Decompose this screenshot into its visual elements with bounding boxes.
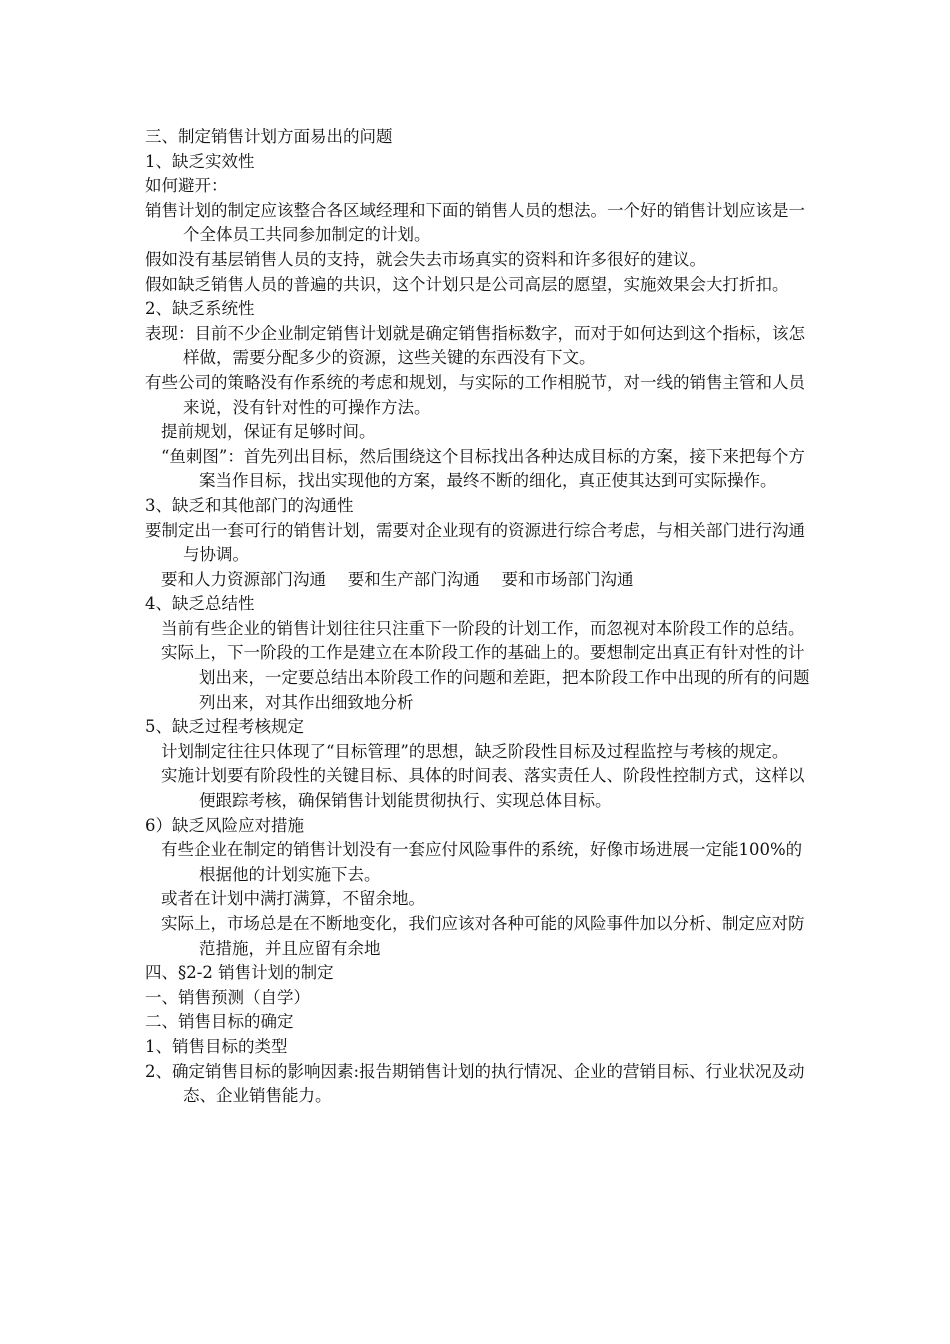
paragraph: 提前规划，保证有足够时间。 [161, 422, 376, 442]
paragraph: 有些公司的策略没有作系统的考虑和规划，与实际的工作相脱节，对一线的销售主管和人员来说，没有针对性的可操作方法。 [145, 372, 805, 417]
paragraph: 实际上，下一阶段的工作是建立在本阶段工作的基础上的。要想制定出真正有针对性的计划出来，一定要总结出本阶段工作的问题和差距，把本阶段工作中出现的所有的问题列出来，对其作出细致地分析 [161, 643, 810, 712]
paragraph: 如何避开： [145, 176, 228, 196]
paragraph: 2、确定销售目标的影响因素:报告期销售计划的执行情况、企业的营销目标、行业状况及动态、企业销售能力。 [145, 1061, 805, 1106]
paragraph: 要和人力资源部门沟通 要和生产部门沟通 要和市场部门沟通 [161, 569, 634, 589]
paragraph: 假如缺乏销售人员的普遍的共识，这个计划只是公司高层的愿望，实施效果会大打折扣。 [145, 274, 789, 294]
subsection-heading: 二、销售目标的确定 [145, 1012, 294, 1032]
paragraph: 销售计划的制定应该整合各区域经理和下面的销售人员的想法。一个好的销售计划应该是一个全体员工共同参加制定的计划。 [145, 200, 805, 245]
section-heading: 四、§2-2 销售计划的制定 [145, 963, 334, 983]
paragraph: 要制定出一套可行的销售计划，需要对企业现有的资源进行综合考虑，与相关部门进行沟通与协调。 [145, 520, 805, 565]
subsection-heading: 一、销售预测（自学） [145, 987, 310, 1007]
section-heading: 三、制定销售计划方面易出的问题 [145, 127, 393, 146]
subsection-heading: 1、缺乏实效性 [145, 151, 255, 171]
subsection-heading: 3、缺乏和其他部门的沟通性 [145, 495, 354, 515]
paragraph: 表现：目前不少企业制定销售计划就是确定销售指标数字，而对于如何达到这个指标，该怎样做，需要分配多少的资源，这些关键的东西没有下文。 [145, 323, 805, 368]
paragraph: “鱼刺图”：首先列出目标，然后围绕这个目标找出各种达成目标的方案，接下来把每个方案当作目标，找出实现他的方案，最终不断的细化，真正使其达到可实际操作。 [161, 446, 805, 491]
paragraph: 当前有些企业的销售计划往往只注重下一阶段的计划工作，而忽视对本阶段工作的总结。 [161, 618, 805, 638]
subsection-heading: 2、缺乏系统性 [145, 299, 255, 319]
paragraph: 假如没有基层销售人员的支持，就会失去市场真实的资料和许多很好的建议。 [145, 249, 706, 269]
subsection-heading: 5、缺乏过程考核规定 [145, 717, 304, 737]
paragraph: 计划制定往往只体现了“目标管理”的思想，缺乏阶段性目标及过程监控与考核的规定。 [161, 741, 789, 761]
paragraph: 有些企业在制定的销售计划没有一套应付风险事件的系统，好像市场进展一定能100%的根据他的计划实施下去。 [161, 840, 803, 884]
paragraph: 实施计划要有阶段性的关键目标、具体的时间表、落实责任人、阶段性控制方式，这样以便跟踪考核，确保销售计划能贯彻执行、实现总体目标。 [161, 766, 805, 811]
subsection-heading: 1、销售目标的类型 [145, 1036, 288, 1056]
subsection-heading: 6）缺乏风险应对措施 [145, 815, 304, 835]
document-body [145, 125, 810, 1109]
paragraph: 实际上，市场总是在不断地变化，我们应该对各种可能的风险事件加以分析、制定应对防范措施，并且应留有余地 [161, 914, 805, 958]
paragraph: 或者在计划中满打满算，不留余地。 [161, 889, 425, 909]
subsection-heading: 4、缺乏总结性 [145, 594, 255, 614]
